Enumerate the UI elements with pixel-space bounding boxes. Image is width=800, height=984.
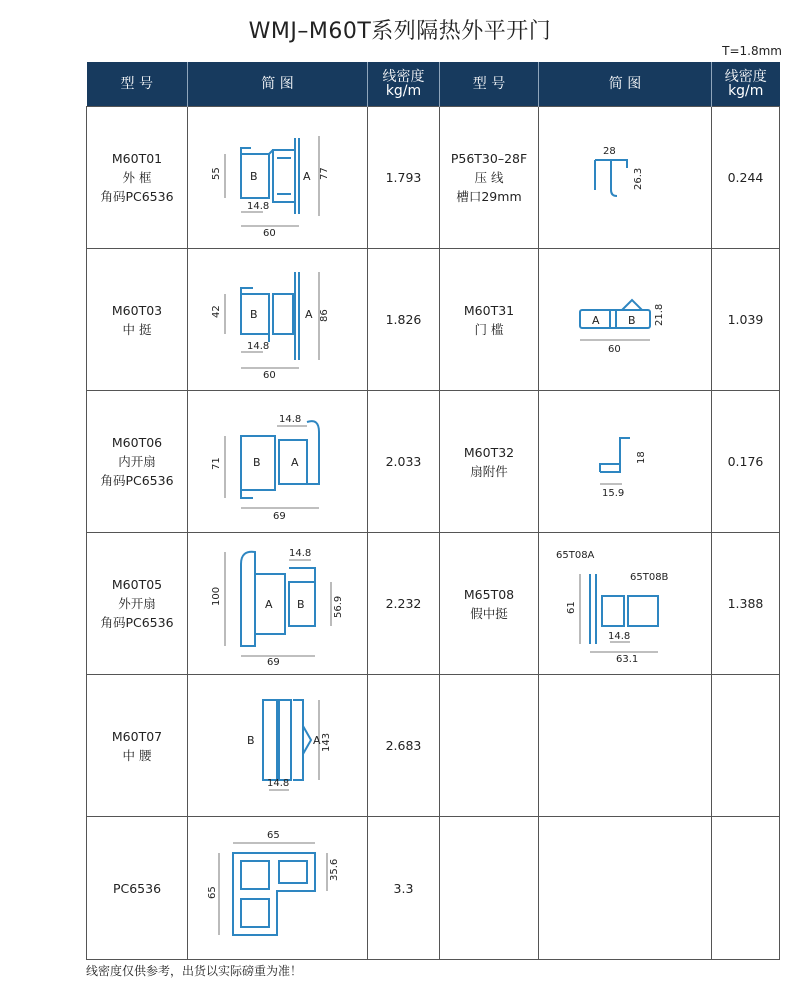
empty-cell — [539, 675, 712, 817]
svg-text:A: A — [264, 597, 273, 611]
svg-text:B: B — [246, 733, 255, 747]
svg-text:14.8: 14.8 — [288, 547, 311, 559]
header-figure: 简 图 — [188, 62, 368, 107]
svg-text:65: 65 — [266, 830, 280, 841]
svg-text:A: A — [304, 307, 313, 321]
profile-drawing — [188, 249, 368, 391]
density-value: 1.388 — [712, 533, 780, 675]
svg-text:65: 65 — [206, 886, 218, 899]
density-value: 1.793 — [368, 107, 440, 249]
svg-text:65T08B: 65T08B — [630, 571, 669, 583]
profile-catalog-table — [86, 62, 780, 960]
table-header-row — [87, 62, 780, 107]
profile-drawing — [188, 817, 368, 960]
svg-text:14.8: 14.8 — [246, 340, 269, 352]
header-density: 线密度 kg/m — [368, 62, 440, 107]
model-cell: M60T32 扇附件 — [440, 391, 539, 533]
model-cell: M60T31 门 槛 — [440, 249, 539, 391]
svg-text:26.3: 26.3 — [633, 167, 644, 190]
svg-text:65T08A: 65T08A — [556, 549, 595, 561]
svg-text:14.8: 14.8 — [246, 200, 269, 212]
profile-m60t05-drawing — [203, 542, 353, 666]
svg-text:18: 18 — [636, 450, 647, 464]
table-row — [87, 391, 780, 533]
empty-cell — [440, 817, 539, 960]
model-cell: M60T05 外开扇 角码PC6536 — [87, 533, 188, 675]
table-row — [87, 533, 780, 675]
svg-text:42: 42 — [210, 304, 222, 318]
model-cell: M65T08 假中挺 — [440, 533, 539, 675]
svg-text:28: 28 — [603, 145, 616, 157]
svg-text:A: A — [592, 313, 600, 327]
svg-text:61: 61 — [566, 600, 577, 614]
footnote: 线密度仅供参考，出货以实际磅重为准！ — [86, 964, 303, 978]
profile-drawing — [539, 391, 712, 533]
profile-drawing — [539, 107, 712, 249]
density-value: 2.683 — [368, 675, 440, 817]
density-value: 1.826 — [368, 249, 440, 391]
model-cell: PC6536 — [87, 817, 188, 960]
svg-text:B: B — [249, 307, 258, 321]
table-row — [87, 249, 780, 391]
density-value: 0.176 — [712, 391, 780, 533]
wall-thickness-note: T=1.8mm — [722, 44, 782, 58]
density-value: 0.244 — [712, 107, 780, 249]
profile-m60t07-drawing — [203, 686, 353, 806]
svg-text:63.1: 63.1 — [616, 653, 639, 664]
svg-text:21.8: 21.8 — [654, 303, 665, 326]
profile-m60t31-drawing — [560, 280, 690, 360]
profile-drawing — [539, 533, 712, 675]
model-cell: M60T01 外 框 角码PC6536 — [87, 107, 188, 249]
profile-drawing — [188, 675, 368, 817]
svg-text:60: 60 — [262, 227, 276, 238]
header-model: 型 号 — [87, 62, 188, 107]
profile-drawing — [539, 249, 712, 391]
table-row — [87, 107, 780, 249]
svg-text:100: 100 — [210, 586, 222, 606]
profile-m65t08-drawing — [550, 544, 700, 664]
svg-text:143: 143 — [320, 732, 332, 752]
density-value: 1.039 — [712, 249, 780, 391]
svg-text:B: B — [252, 455, 261, 469]
density-value: 2.033 — [368, 391, 440, 533]
profile-m60t03-drawing — [203, 260, 353, 380]
svg-text:35.6: 35.6 — [328, 858, 340, 881]
svg-text:B: B — [628, 313, 636, 327]
svg-text:15.9: 15.9 — [602, 487, 625, 499]
svg-text:A: A — [302, 169, 311, 183]
svg-text:A: A — [312, 733, 321, 747]
profile-drawing — [188, 533, 368, 675]
svg-text:14.8: 14.8 — [278, 413, 301, 425]
svg-text:77: 77 — [318, 166, 330, 180]
svg-text:14.8: 14.8 — [266, 777, 289, 789]
empty-cell — [440, 675, 539, 817]
profile-p56t30-drawing — [565, 138, 685, 218]
svg-text:69: 69 — [266, 656, 280, 666]
density-value: 2.232 — [368, 533, 440, 675]
svg-text:56.9: 56.9 — [332, 595, 344, 618]
svg-text:A: A — [290, 455, 299, 469]
svg-text:69: 69 — [272, 510, 286, 522]
svg-text:B: B — [296, 597, 305, 611]
svg-text:B: B — [249, 169, 258, 183]
svg-text:60: 60 — [608, 343, 621, 355]
svg-text:86: 86 — [318, 308, 330, 322]
profile-drawing — [188, 107, 368, 249]
empty-cell — [712, 817, 780, 960]
profile-m60t01-drawing — [203, 118, 353, 238]
profile-m60t06-drawing — [203, 402, 353, 522]
table-row — [87, 817, 780, 960]
empty-cell — [712, 675, 780, 817]
density-value: 3.3 — [368, 817, 440, 960]
header-figure: 简 图 — [539, 62, 712, 107]
empty-cell — [539, 817, 712, 960]
header-model: 型 号 — [440, 62, 539, 107]
header-density: 线密度 kg/m — [712, 62, 780, 107]
model-cell: M60T07 中 腰 — [87, 675, 188, 817]
table-row — [87, 675, 780, 817]
svg-text:71: 71 — [210, 456, 222, 470]
model-cell: P56T30–28F 压 线 槽口29mm — [440, 107, 539, 249]
profile-pc6536-drawing — [203, 823, 353, 953]
svg-text:60: 60 — [262, 369, 276, 380]
page-title: WMJ–M60T系列隔热外平开门 — [248, 19, 552, 44]
model-cell: M60T03 中 挺 — [87, 249, 188, 391]
profile-m60t32-drawing — [570, 422, 680, 502]
profile-drawing — [188, 391, 368, 533]
svg-text:55: 55 — [210, 166, 222, 180]
svg-text:14.8: 14.8 — [608, 630, 631, 642]
model-cell: M60T06 内开扇 角码PC6536 — [87, 391, 188, 533]
